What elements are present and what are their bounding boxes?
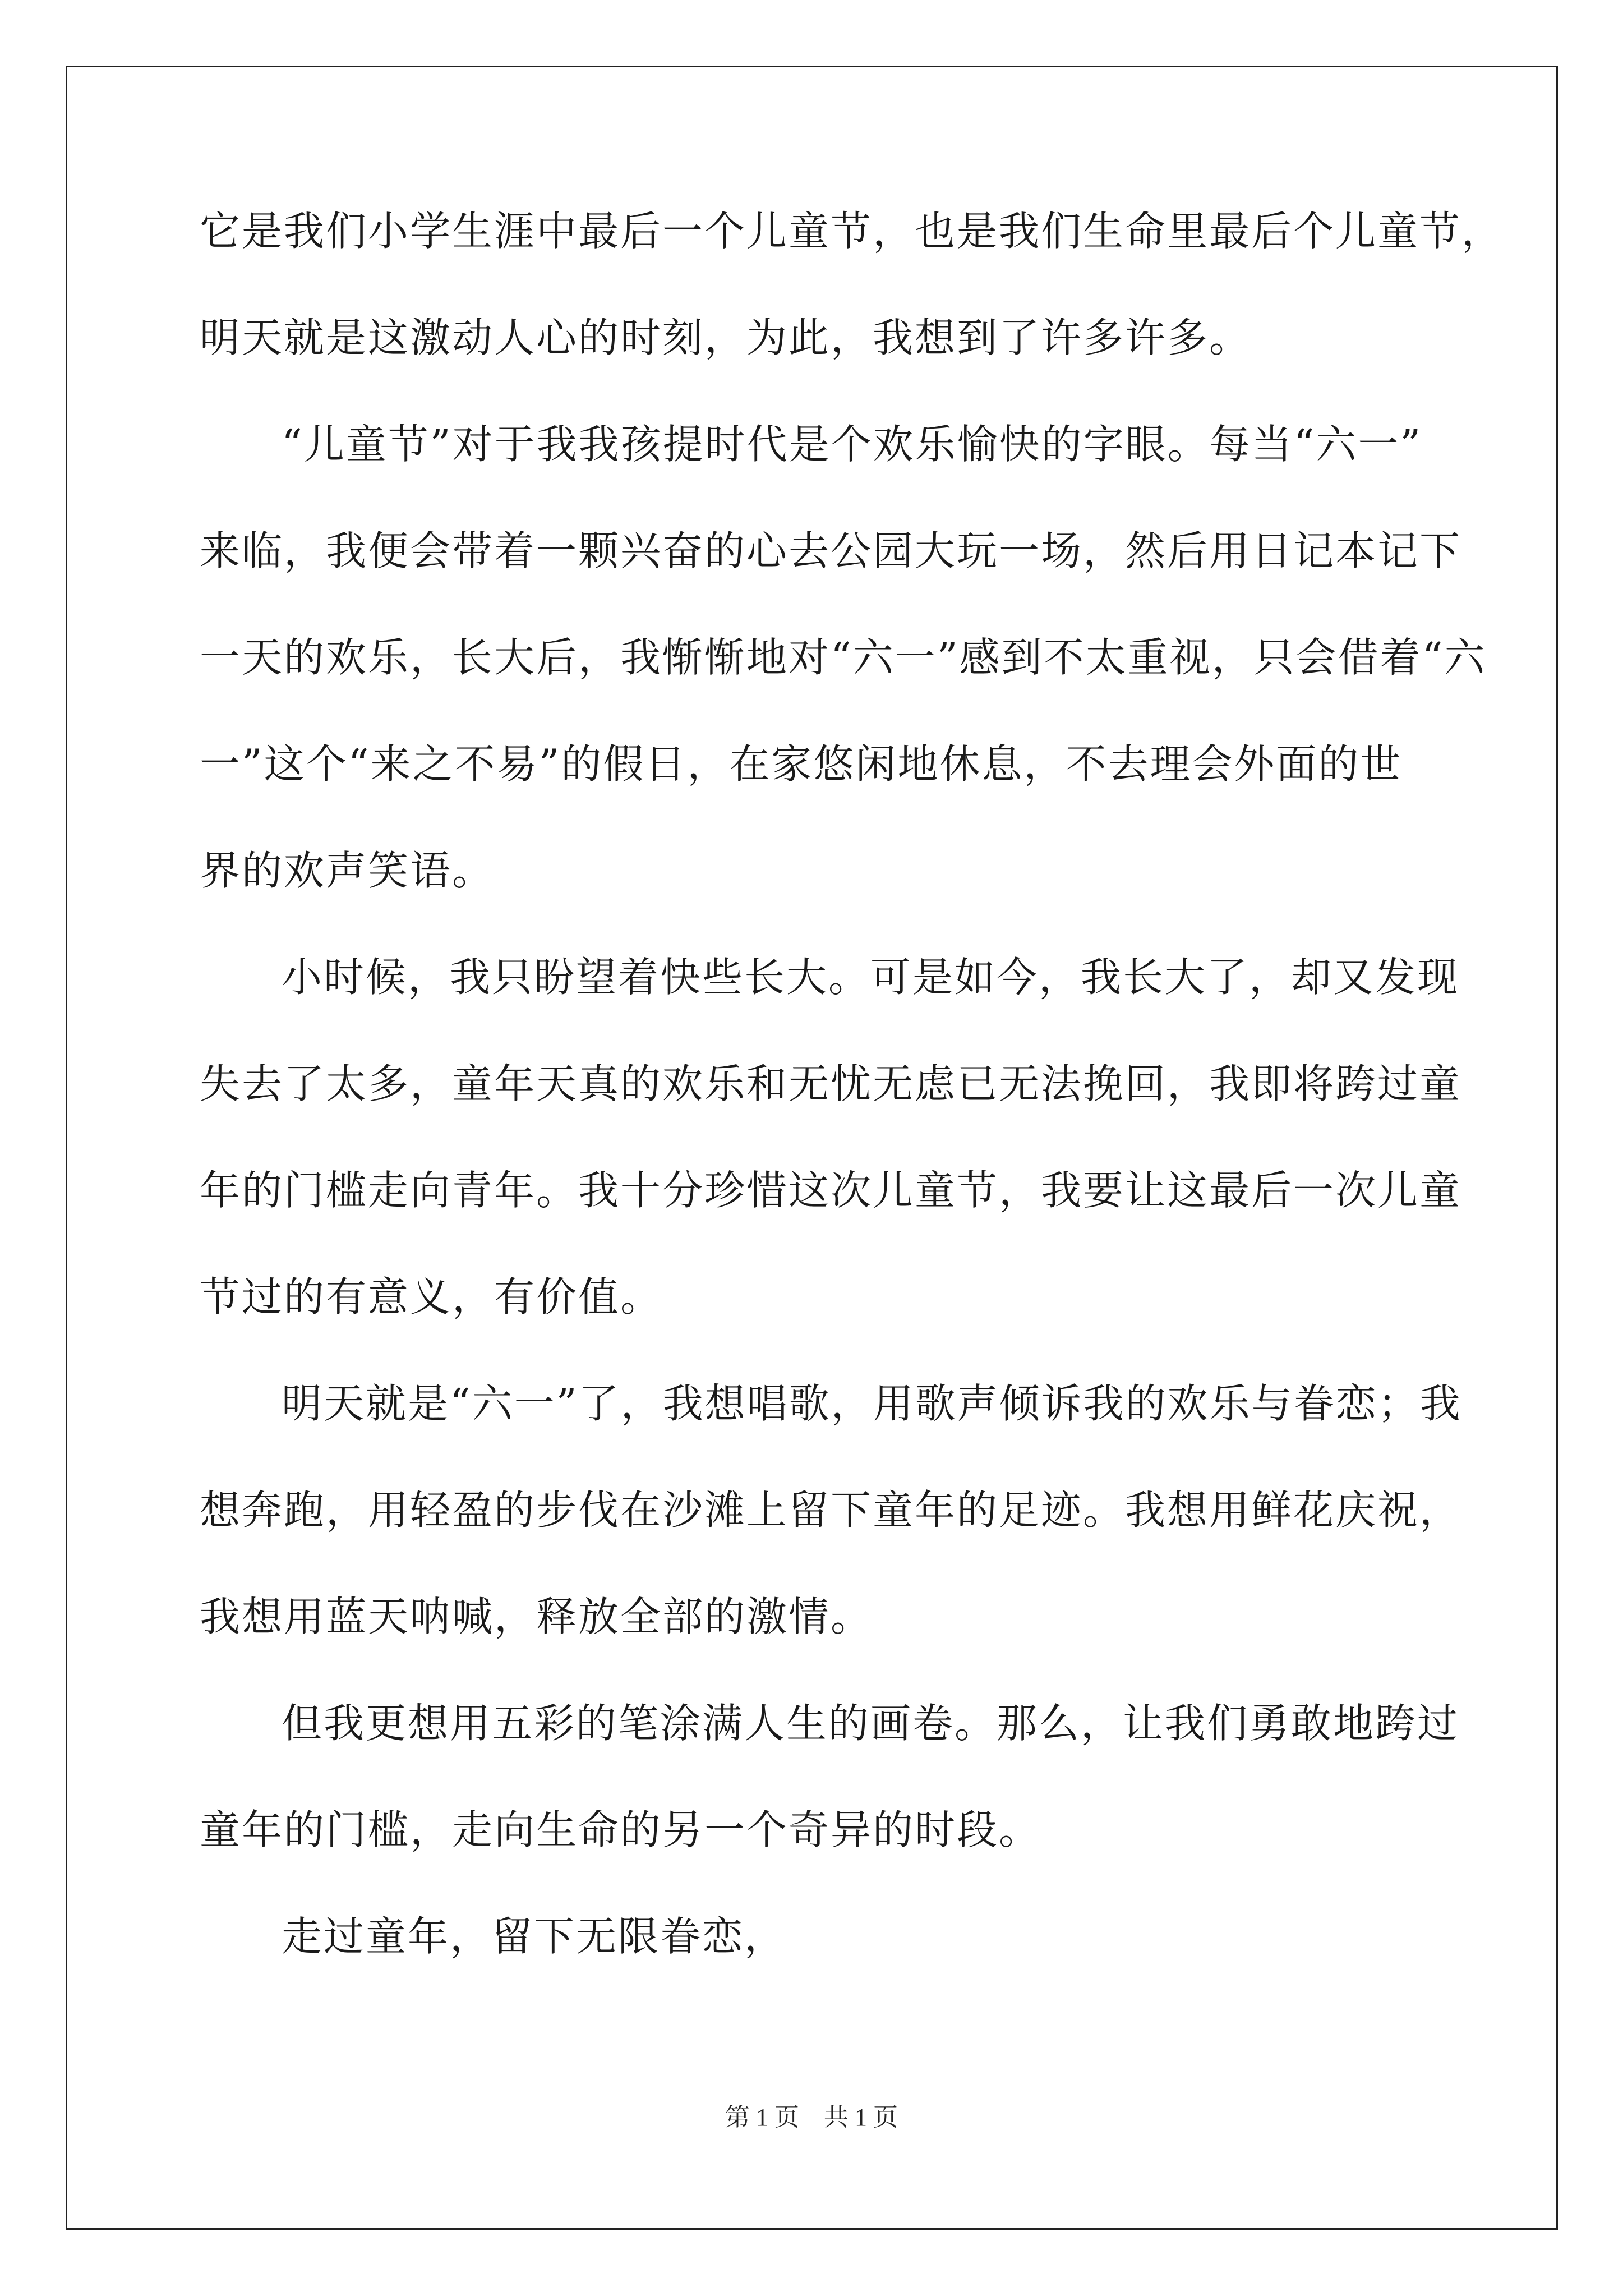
text-line: 明天就是这激动人心的时刻，为此，我想到了许多许多。 bbox=[200, 314, 1252, 361]
text-line: 我想用蓝天呐喊，释放全部的激情。 bbox=[200, 1593, 873, 1640]
text-line: 年的门槛走向青年。我十分珍惜这次儿童节，我要让这最后一次儿童 bbox=[200, 1167, 1462, 1214]
text-line: 童年的门槛，走向生命的另一个奇异的时段。 bbox=[200, 1806, 1041, 1853]
text-line: 明天就是“六一”了，我想唱歌，用歌声倾诉我的欢乐与眷恋；我 bbox=[282, 1380, 1462, 1427]
text-line: 一”这个“来之不易”的假日，在家悠闲地休息，不去理会外面的世 bbox=[200, 740, 1403, 788]
text-line: 小时候，我只盼望着快些长大。可是如今，我长大了，却又发现 bbox=[282, 954, 1460, 1001]
text-line: 界的欢声笑语。 bbox=[200, 847, 495, 894]
text-line: 走过童年，留下无限眷恋， bbox=[282, 1913, 787, 1960]
text-line: 来临，我便会带着一颗兴奋的心去公园大玩一场，然后用日记本记下 bbox=[200, 527, 1462, 574]
text-line: “儿童节”对于我我孩提时代是个欢乐愉快的字眼。每当“六一” bbox=[282, 421, 1423, 468]
page-footer: 第 1 页 共 1 页 bbox=[725, 2104, 898, 2131]
document-body bbox=[200, 206, 1504, 2018]
text-line: 它是我们小学生涯中最后一个儿童节，也是我们生命里最后个儿童节， bbox=[200, 208, 1504, 255]
text-line: 但我更想用五彩的笔涂满人生的画卷。那么，让我们勇敢地跨过 bbox=[282, 1700, 1460, 1747]
text-line: 想奔跑，用轻盈的步伐在沙滩上留下童年的足迹。我想用鲜花庆祝， bbox=[200, 1487, 1462, 1534]
text-line: 节过的有意义，有价值。 bbox=[200, 1273, 663, 1320]
text-line: 失去了太多，童年天真的欢乐和无忧无虑已无法挽回，我即将跨过童 bbox=[200, 1060, 1462, 1107]
text-line: 一天的欢乐，长大后，我惭惭地对“六一”感到不太重视，只会借着“六 bbox=[200, 634, 1487, 681]
